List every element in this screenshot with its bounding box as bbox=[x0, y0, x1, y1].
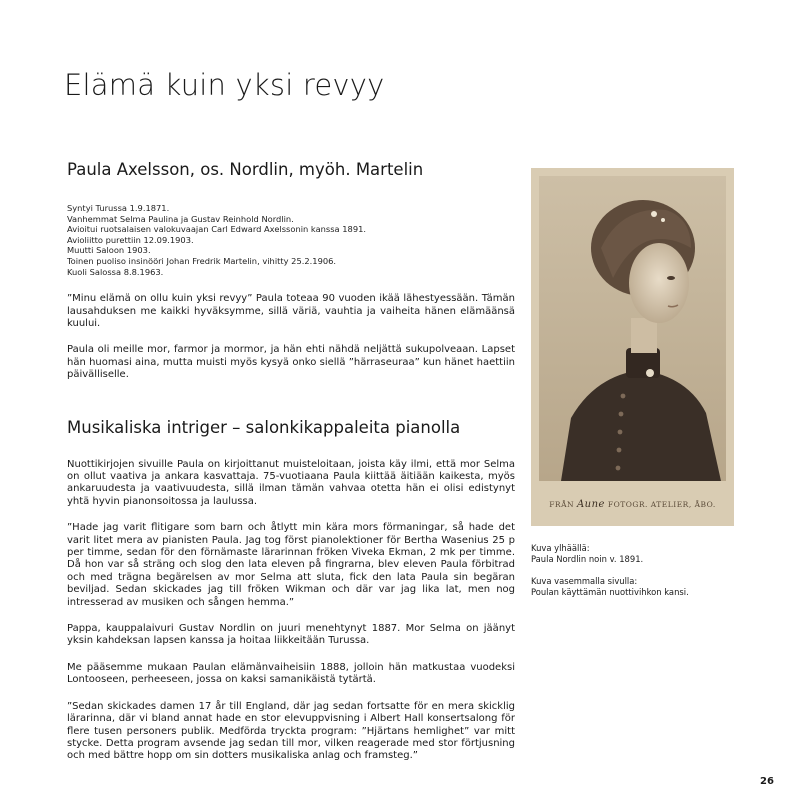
fact-line: Muutti Saloon 1903. bbox=[67, 245, 151, 256]
fact-line: Avioitui ruotsalaisen valokuvaajan Carl Edward Axelssonin kanssa 1891. bbox=[67, 224, 367, 235]
page-title: Elämä kuin yksi revyy bbox=[64, 68, 385, 102]
paragraph-father: Pappa, kauppalaivuri Gustav Nordlin on juuri menehtynyt 1887. Mor Selma on jäänyt yksin kahdeksan lapsen kanssa ja hoitaa liikkeitään Turussa. bbox=[67, 623, 515, 647]
paragraph-generations: Paula oli meille mor, farmor ja mormor, ja hän ehti nähdä neljättä sukupolveaan. Lapset hän huomasi aina, mutta muisti myös kysyä onko siellä ”härraseuraa” kun hänet haettiin päivälliselle. bbox=[67, 344, 515, 381]
quote-england: ”Sedan skickades damen 17 år till England, där jag sedan fortsatte för en mera skicklig lärarinna, där vi bland annat hade en stor elevuppvisning i Albert Hall konsertsalong för flere tusen personers publik. Medförda tryckta program: ”Hjärtans hemlighet” var mitt stycke. Detta program avsende jag sedan till mor, vilken reagerade med stor förtjusning och med bättre hopp om sin dotters musikaliska anlag och framsteg.” bbox=[67, 700, 515, 762]
fact-line: Avioliitto purettiin 12.09.1903. bbox=[67, 234, 194, 245]
caption-label: Kuva ylhäällä: bbox=[531, 543, 590, 553]
section-heading-biography: Paula Axelsson, os. Nordlin, myöh. Martelin bbox=[67, 160, 424, 179]
section-heading-music: Musikaliska intriger – salonkikappaleita pianolla bbox=[67, 417, 461, 437]
paragraph-music-memoirs: Nuottikirjojen sivuille Paula on kirjoittanut muisteloitaan, joista käy ilmi, että mor Selma on ollut vaativa ja ankara kasvattaja. 75-vuotiaana Paula kiittää äitiään kaikesta, myös ankaruudesta ja vaativuudesta, sillä ilman tämän vahvaa otetta hän ei olisi edistynyt yhtä hyvin pianonsoitossa ja laulussa. bbox=[67, 458, 515, 507]
paragraph-london: Me pääsemme mukaan Paulan elämänvaiheisiin 1888, jolloin hän matkustaa vuodeksi Lontooseen, perheeseen, jossa on kaksi samanikäistä tytärtä. bbox=[67, 661, 515, 686]
photographer-signature: Aune bbox=[576, 499, 605, 510]
studio-prefix: FRÅN bbox=[549, 500, 575, 509]
studio-suffix: FOTOGR. ATELIER, ÅBO. bbox=[607, 500, 716, 509]
paragraph-revue-quote: ”Minu elämä on ollu kuin yksi revyy” Paula toteaa 90 vuoden ikää lähestyessään. Tämän lausahduksen me kaikki hyväksymme, sillä väriä, vauhtia ja vaiheita hänen elämäänsä kuului. bbox=[67, 293, 515, 329]
portrait-illustration bbox=[531, 168, 734, 526]
main-text-column bbox=[67, 160, 515, 763]
fact-line: Toinen puoliso insinööri Johan Fredrik Martelin, vihitty 25.2.1906. bbox=[67, 255, 337, 266]
biography-facts bbox=[67, 203, 515, 277]
caption-text: Paula Nordlin noin v. 1891. bbox=[531, 554, 644, 564]
caption-left bbox=[531, 576, 689, 598]
quote-piano-lessons: ”Hade jag varit flitigare som barn och åtlytt min kära mors förmaningar, så hade det varit litet mera av pianisten Paula. Jag tog först pianolektioner för Bertha Wasenius 25 p per timme, sedan för den förnämaste lärarinnan fröken Viveka Ekman, 2 mk per timme. Då hon var så sträng och slog den lata eleven på fingrarna, blev eleven Paula förbitrad och med trägna begärelsen av mor Selma att sluta, fick den lata Paula sin begäran beviljad. Sedan skickades jag till fröken Wikman och där var jag lika lat, men nog intresserad av musiken och sången hemma.” bbox=[67, 522, 515, 608]
fact-line: Syntyi Turussa 1.9.1871. bbox=[67, 203, 170, 213]
page-number: 26 bbox=[760, 776, 774, 787]
image-captions bbox=[531, 543, 689, 598]
portrait-photo bbox=[531, 168, 734, 526]
caption-above bbox=[531, 543, 689, 565]
studio-imprint bbox=[531, 499, 734, 510]
caption-text: Poulan käyttämän nuottivihkon kansi. bbox=[531, 587, 689, 597]
caption-label: Kuva vasemmalla sivulla: bbox=[531, 576, 638, 586]
fact-line: Kuoli Salossa 8.8.1963. bbox=[67, 266, 164, 277]
fact-line: Vanhemmat Selma Paulina ja Gustav Reinhold Nordlin. bbox=[67, 213, 294, 224]
